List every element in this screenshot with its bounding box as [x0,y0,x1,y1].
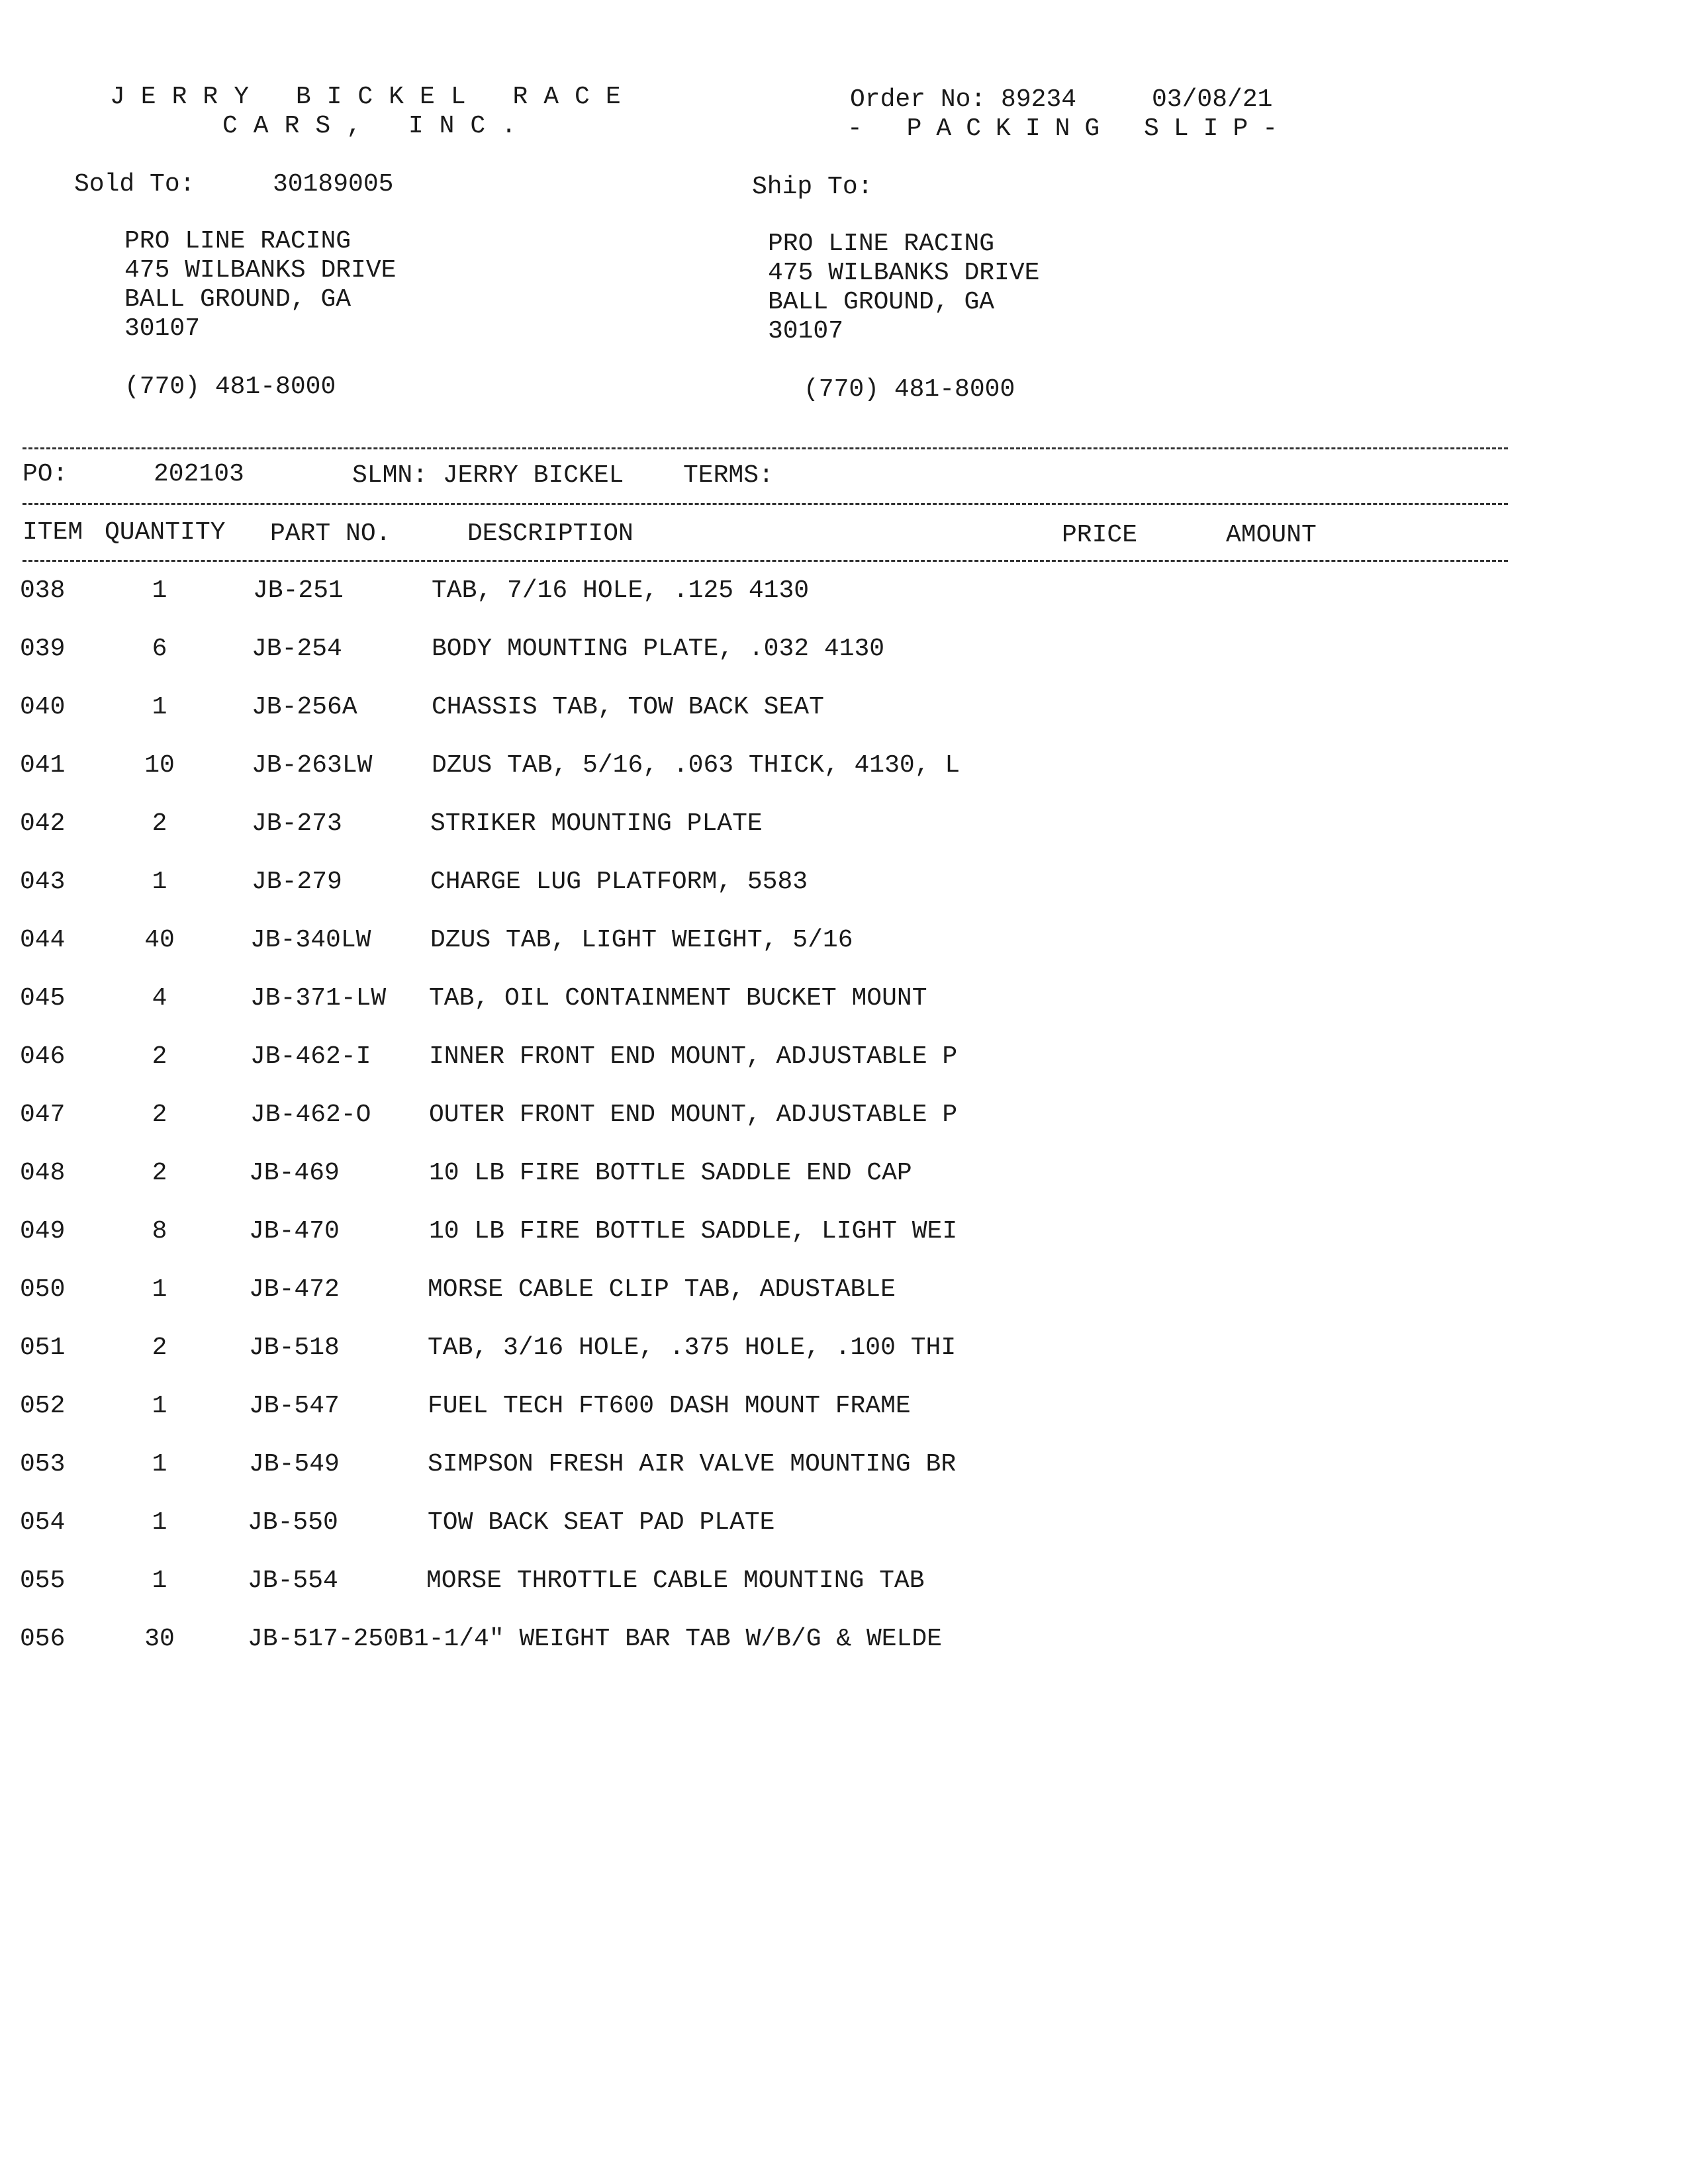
item-part-no: JB-470 [249,1217,340,1246]
table-row [0,870,1033,896]
item-part-no: JB-273 [252,809,342,838]
ship-to-street: 475 WILBANKS DRIVE [768,259,1040,287]
item-number: 051 [20,1334,66,1362]
po-label: PO: [23,460,68,488]
item-part-no: JB-254 [252,635,342,663]
item-part-no: JB-547 [249,1392,340,1420]
table-row [0,1277,1033,1304]
item-quantity: 2 [152,1159,167,1187]
table-row [0,1510,1033,1537]
item-number: 039 [20,635,66,663]
item-description: 10 LB FIRE BOTTLE SADDLE, LIGHT WEI [429,1217,958,1246]
table-row [0,1452,1033,1479]
item-quantity: 30 [144,1625,175,1653]
item-description: TAB, 3/16 HOLE, .375 HOLE, .100 THI [428,1334,957,1362]
po-number: 202103 [154,460,244,488]
item-number: 049 [20,1217,66,1246]
item-description: TOW BACK SEAT PAD PLATE [428,1508,775,1537]
item-quantity: 1 [152,1567,167,1595]
separator-bottom [23,560,1508,562]
order-number: Order No: 89234 [850,85,1077,114]
table-row [0,811,1033,838]
item-number: 042 [20,809,66,838]
table-row [0,695,1033,721]
item-part-no: JB-469 [249,1159,340,1187]
sold-to-zip: 30107 [124,314,201,343]
item-quantity: 2 [152,1101,167,1129]
item-number: 054 [20,1508,66,1537]
item-part-no: JB-472 [249,1275,340,1304]
item-description: TAB, OIL CONTAINMENT BUCKET MOUNT [429,984,927,1013]
item-number: 048 [20,1159,66,1187]
item-part-no: JB-462-O [250,1101,371,1129]
column-header-price: PRICE [1062,521,1138,549]
table-row [0,637,1033,663]
item-quantity: 1 [152,1392,167,1420]
item-number: 043 [20,868,66,896]
item-quantity: 1 [152,693,167,721]
sold-to-street: 475 WILBANKS DRIVE [124,256,397,285]
column-header-description: DESCRIPTION [467,520,633,548]
item-description: CHARGE LUG PLATFORM, 5583 [430,868,808,896]
ship-to-phone: (770) 481-8000 [804,375,1015,404]
table-row [0,1103,1033,1129]
item-number: 052 [20,1392,66,1420]
item-quantity: 1 [152,1450,167,1479]
item-part-no: JB-256A [252,693,357,721]
item-description: DZUS TAB, LIGHT WEIGHT, 5/16 [430,926,853,954]
table-row [0,1394,1033,1420]
item-number: 050 [20,1275,66,1304]
item-quantity: 1 [152,1508,167,1537]
item-description: SIMPSON FRESH AIR VALVE MOUNTING BR [428,1450,957,1479]
table-row [0,753,1033,780]
column-header-quantity: QUANTITY [105,518,226,547]
item-part-no: JB-279 [252,868,342,896]
item-quantity: 1 [152,576,167,605]
sold-to-city: BALL GROUND, GA [124,285,352,314]
table-row [0,1219,1033,1246]
table-row [0,1044,1033,1071]
ship-to-zip: 30107 [768,317,844,345]
item-description: INNER FRONT END MOUNT, ADJUSTABLE P [429,1042,958,1071]
item-number: 044 [20,926,66,954]
item-part-no: JB-550 [248,1508,338,1537]
sold-to-name: PRO LINE RACING [124,227,352,255]
item-part-no: JB-340LW [250,926,371,954]
table-row [0,986,1033,1013]
item-description: 10 LB FIRE BOTTLE SADDLE END CAP [429,1159,912,1187]
item-description: CHASSIS TAB, TOW BACK SEAT [432,693,824,721]
item-number: 041 [20,751,66,780]
item-description: MORSE CABLE CLIP TAB, ADUSTABLE [428,1275,896,1304]
item-part-no: JB-518 [249,1334,340,1362]
item-description: MORSE THROTTLE CABLE MOUNTING TAB [426,1567,925,1595]
item-quantity: 10 [144,751,175,780]
item-part-no: JB-462-I [250,1042,371,1071]
item-part-no: JB-517-250B1-1/4" WEIGHT BAR TAB W/B/G & WELDE [248,1625,942,1653]
table-row [0,1161,1033,1187]
item-description: DZUS TAB, 5/16, .063 THICK, 4130, L [432,751,961,780]
item-quantity: 8 [152,1217,167,1246]
item-part-no: JB-251 [253,576,344,605]
separator-middle [23,503,1508,505]
item-quantity: 40 [144,926,175,954]
sold-to-label: Sold To: [74,170,195,199]
document-type: - PACKING SLIP- [847,114,1293,143]
sold-to-account: 30189005 [273,170,394,199]
item-description: TAB, 7/16 HOLE, .125 4130 [432,576,810,605]
terms-label: TERMS: [683,461,774,490]
ship-to-name: PRO LINE RACING [768,230,995,258]
table-row [0,1569,1033,1595]
item-number: 046 [20,1042,66,1071]
item-number: 055 [20,1567,66,1595]
item-number: 053 [20,1450,66,1479]
ship-to-city: BALL GROUND, GA [768,288,995,316]
item-quantity: 2 [152,1042,167,1071]
table-row [0,928,1033,954]
salesman: SLMN: JERRY BICKEL [352,461,624,490]
company-name-line2: CARS, INC. [222,112,533,140]
item-quantity: 2 [152,1334,167,1362]
table-row [0,1336,1033,1362]
item-quantity: 4 [152,984,167,1013]
item-part-no: JB-549 [249,1450,340,1479]
column-header-item: ITEM [23,518,83,547]
item-part-no: JB-263LW [252,751,373,780]
table-row [0,1627,1033,1653]
item-description: BODY MOUNTING PLATE, .032 4130 [432,635,885,663]
item-number: 047 [20,1101,66,1129]
sold-to-phone: (770) 481-8000 [124,373,336,401]
item-number: 038 [20,576,66,605]
item-part-no: JB-554 [248,1567,338,1595]
company-name-line1: JERRY BICKEL RACE [110,83,637,111]
item-number: 045 [20,984,66,1013]
item-quantity: 2 [152,809,167,838]
item-quantity: 1 [152,1275,167,1304]
item-quantity: 1 [152,868,167,896]
item-number: 040 [20,693,66,721]
item-quantity: 6 [152,635,167,663]
item-description: OUTER FRONT END MOUNT, ADJUSTABLE P [429,1101,958,1129]
ship-to-label: Ship To: [752,173,873,201]
item-description: FUEL TECH FT600 DASH MOUNT FRAME [428,1392,911,1420]
item-part-no: JB-371-LW [250,984,387,1013]
column-header-part-no: PART NO. [270,520,391,548]
item-description: STRIKER MOUNTING PLATE [430,809,763,838]
table-row [0,578,1033,605]
order-date: 03/08/21 [1152,85,1273,114]
item-number: 056 [20,1625,66,1653]
column-header-amount: AMOUNT [1226,521,1317,549]
separator-top [23,447,1508,449]
